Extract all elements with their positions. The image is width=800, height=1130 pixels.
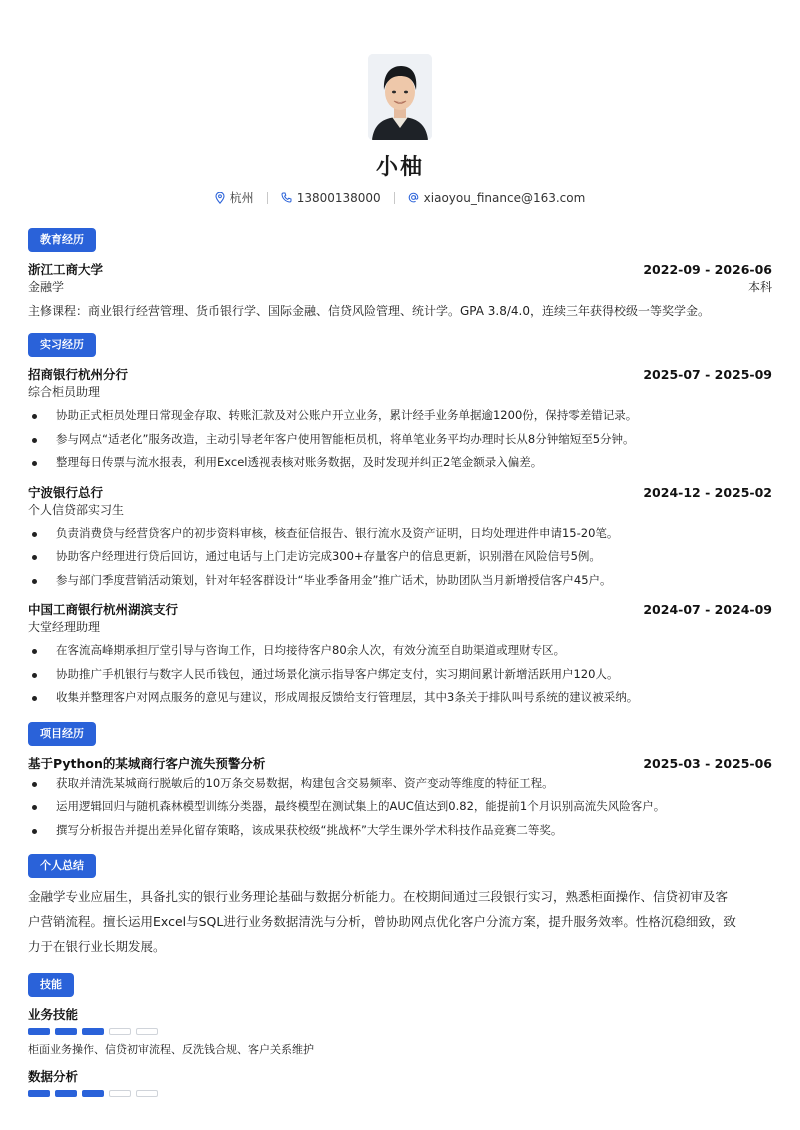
list-item: 协助推广手机银行与数字人民币钱包，通过场景化演示指导客户绑定支付，实习期间累计新增活跃用户120人。 <box>28 663 772 687</box>
avatar-photo <box>368 54 432 140</box>
education-dates: 2022-09 - 2026-06 <box>643 262 772 277</box>
internship-dates: 2024-07 - 2024-09 <box>643 602 772 617</box>
internship-role: 个人信贷部实习生 <box>28 502 125 517</box>
project-section <box>28 722 772 843</box>
internship-header-row <box>28 483 772 501</box>
skill-level-segment <box>28 1028 50 1035</box>
list-item: 协助客户经理进行贷后回访，通过电话与上门走访完成300+存量客户的信息更新，识别潜在风险信号5例。 <box>28 545 772 569</box>
skill-level-segment <box>136 1028 158 1035</box>
phone-text: 13800138000 <box>296 190 381 205</box>
internship-entry <box>28 365 772 475</box>
project-heading: 项目经历 <box>28 722 96 746</box>
internship-org: 中国工商银行杭州湖滨支行 <box>28 602 179 617</box>
list-item: 参与部门季度营销活动策划，针对年轻客群设计“毕业季备用金”推广话术，协助团队当月新增授信客户45户。 <box>28 569 772 593</box>
degree: 本科 <box>747 280 772 294</box>
education-row <box>28 260 772 278</box>
resume-header <box>28 0 772 206</box>
internship-header-row <box>28 365 772 383</box>
candidate-name: 小柚 <box>375 155 424 180</box>
internship-org: 招商银行杭州分行 <box>28 367 129 382</box>
list-item: 协助正式柜员处理日常现金存取、转账汇款及对公账户开立业务，累计经手业务单据逾1200份，保持零差错记录。 <box>28 404 772 428</box>
skill-level-segment <box>136 1090 158 1097</box>
at-sign-icon <box>408 192 419 203</box>
contact-divider <box>267 192 268 204</box>
education-detail-row <box>28 278 772 295</box>
project-entry <box>28 754 772 843</box>
internship-bullets <box>28 639 772 710</box>
skill-level-segment <box>109 1028 131 1035</box>
skill-level-segment <box>55 1028 77 1035</box>
school-name: 浙江工商大学 <box>28 262 104 277</box>
skill-level-bars <box>28 1090 772 1097</box>
internship-dates: 2025-07 - 2025-09 <box>643 367 772 382</box>
skills-heading: 技能 <box>28 973 74 997</box>
skill-level-segment <box>109 1090 131 1097</box>
contact-phone <box>281 191 381 205</box>
skill-level-bars <box>28 1028 772 1035</box>
skill-level-segment <box>55 1090 77 1097</box>
avatar <box>368 54 432 140</box>
courses-text: 主修课程：商业银行经营管理、货币银行学、国际金融、信贷风险管理、统计学。GPA 3.8/4.0，连续三年获得校级一等奖学金。 <box>28 304 711 318</box>
city-text: 杭州 <box>229 191 254 205</box>
email-text: xiaoyou_finance@163.com <box>423 190 586 205</box>
education-section <box>28 228 772 321</box>
internship-role: 综合柜员助理 <box>28 385 101 399</box>
list-item: 整理每日传票与流水报表，利用Excel透视表核对账务数据，及时发现并纠正2笔金额录入偏差。 <box>28 451 772 475</box>
list-item: 运用逻辑回归与随机森林模型训练分类器，最终模型在测试集上的AUC值达到0.82，能提前1个月识别高流失风险客户。 <box>28 795 772 819</box>
skill-level-segment <box>28 1090 50 1097</box>
summary-line: 金融学专业应届生，具备扎实的银行业务理论基础与数据分析能力。在校期间通过三段银行实习，熟悉柜面操作、信贷初审及客 <box>28 889 729 904</box>
summary-section <box>28 854 772 959</box>
skill-title: 数据分析 <box>28 1069 79 1084</box>
internship-entry <box>28 483 772 593</box>
skill-description: 柜面业务操作、信贷初审流程、反洗钱合规、客户关系维护 <box>28 1043 314 1056</box>
list-item: 参与网点“适老化”服务改造，主动引导老年客户使用智能柜员机，将单笔业务平均办理时长从8分钟缩短至5分钟。 <box>28 428 772 452</box>
list-item: 负责消费贷与经营贷客户的初步资料审核，核查征信报告、银行流水及资产证明，日均处理进件申请15-20笔。 <box>28 522 772 546</box>
project-header-row <box>28 754 772 772</box>
skill-item <box>28 1005 772 1057</box>
education-heading: 教育经历 <box>28 228 96 252</box>
contact-info <box>28 189 772 206</box>
skill-title: 业务技能 <box>28 1007 79 1022</box>
summary-line: 力于在银行业长期发展。 <box>28 939 166 954</box>
phone-icon <box>281 192 292 203</box>
contact-city <box>215 189 254 206</box>
internship-section <box>28 333 772 710</box>
internship-bullets <box>28 404 772 475</box>
internship-header-row <box>28 600 772 618</box>
internship-heading: 实习经历 <box>28 333 96 357</box>
project-dates: 2025-03 - 2025-06 <box>643 755 772 771</box>
list-item: 撰写分析报告并提出差异化留存策略，该成果获校级“挑战杯”大学生课外学术科技作品竞赛二等奖。 <box>28 819 772 843</box>
internship-dates: 2024-12 - 2025-02 <box>643 484 772 500</box>
skill-level-segment <box>82 1028 104 1035</box>
internship-role: 大堂经理助理 <box>28 620 101 634</box>
skills-section <box>28 973 772 1097</box>
list-item: 收集并整理客户对网点服务的意见与建议，形成周报反馈给支行管理层，其中3条关于排队叫号系统的建议被采纳。 <box>28 686 772 710</box>
skill-item <box>28 1067 772 1097</box>
contact-divider <box>394 192 395 204</box>
internship-org: 宁波银行总行 <box>28 484 104 500</box>
project-bullets <box>28 772 772 843</box>
list-item: 在客流高峰期承担厅堂引导与咨询工作，日均接待客户80余人次，有效分流至自助渠道或理财专区。 <box>28 639 772 663</box>
list-item: 获取并清洗某城商行脱敏后的10万条交易数据，构建包含交易频率、资产变动等维度的特征工程。 <box>28 772 772 796</box>
project-title: 基于Python的某城商行客户流失预警分析 <box>28 755 266 771</box>
location-pin-icon <box>215 192 225 204</box>
major: 金融学 <box>28 280 65 294</box>
summary-line: 户营销流程。擅长运用Excel与SQL进行业务数据清洗与分析，曾协助网点优化客户分流方案，提升服务效率。性格沉稳细致，致 <box>28 914 736 929</box>
internship-bullets <box>28 522 772 593</box>
summary-heading: 个人总结 <box>28 854 96 878</box>
contact-email <box>408 191 586 205</box>
summary-text <box>28 884 772 959</box>
internship-entry <box>28 600 772 710</box>
skill-level-segment <box>82 1090 104 1097</box>
